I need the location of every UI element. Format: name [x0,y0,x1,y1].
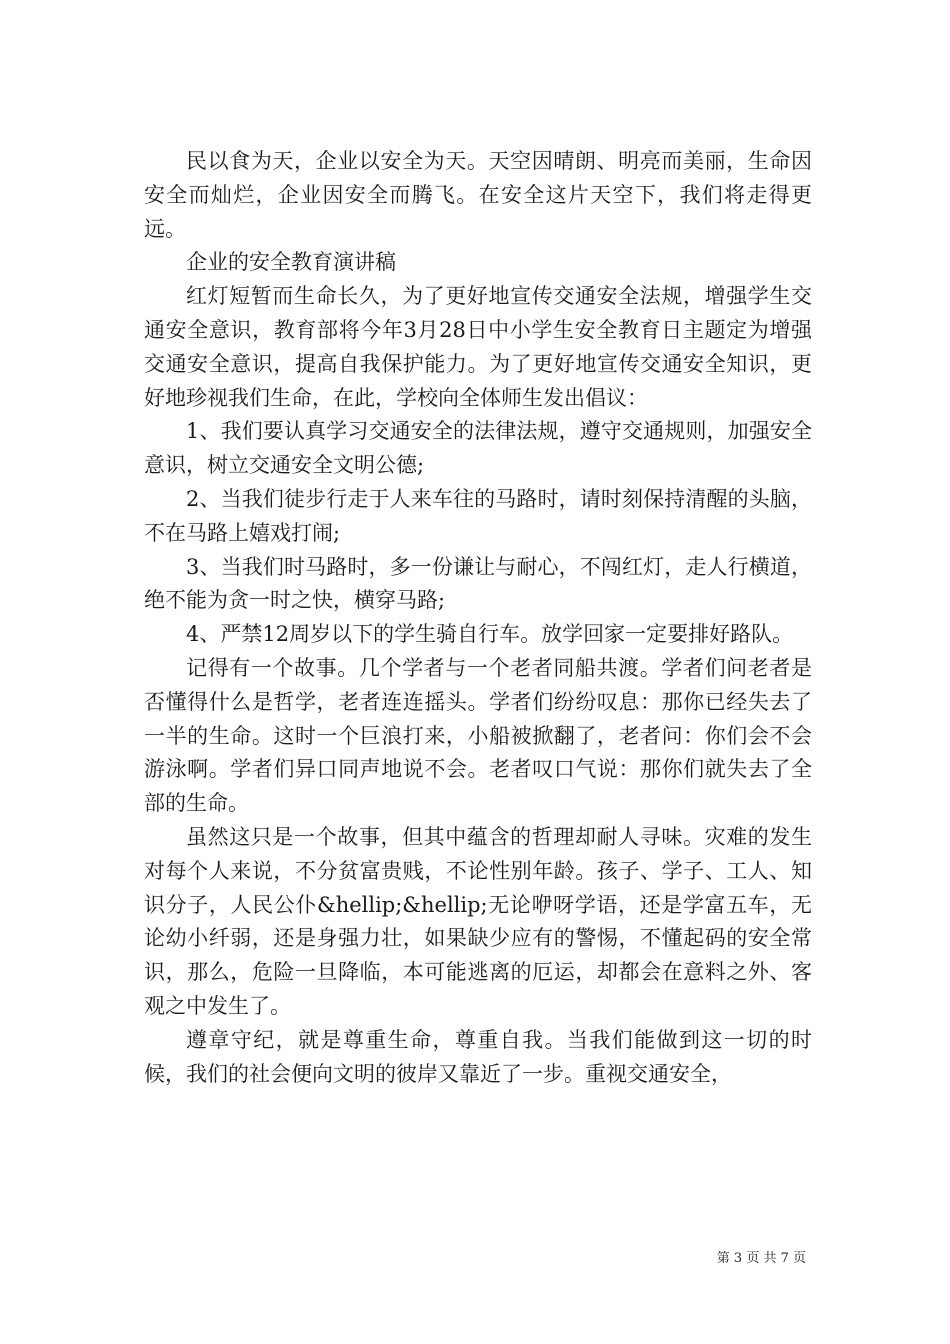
paragraph-conclusion: 遵章守纪，就是尊重生命，尊重自我。当我们能做到这一切的时候，我们的社会便向文明的彼岸又靠近了一步。重视交通安全， [144,1027,812,1086]
paragraph-initiative: 红灯短暂而生命长久，为了更好地宣传交通安全法规，增强学生交通安全意识，教育部将今年3月28日中小学生安全教育日主题定为增强交通安全意识，提高自我保护能力。为了更好地宣传交通安全知识，更好地珍视我们生命，在此，学校向全体师生发出倡议： [144,284,812,410]
list-item-4: 4、严禁12周岁以下的学生骑自行车。放学回家一定要排好路队。 [186,622,794,647]
list-item-3: 3、当我们时马路时，多一份谦让与耐心，不闯红灯，走人行横道，绝不能为贪一时之快，横穿马路; [144,554,812,613]
speech-title: 企业的安全教育演讲稿 [186,250,396,275]
document-body [144,145,812,1091]
paragraph-story: 记得有一个故事。几个学者与一个老者同船共渡。学者们问老者是否懂得什么是哲学，老者连连摇头。学者们纷纷叹息：那你已经失去了一半的生命。这时一个巨浪打来，小船被掀翻了，老者问：你们会不会游泳啊。学者们异口同声地说不会。老者叹口气说：那你们就失去了全部的生命。 [144,655,812,816]
page-number: 第 3 页 共 7 页 [716,1251,806,1266]
list-item-1: 1、我们要认真学习交通安全的法律法规，遵守交通规则，加强安全意识，树立交通安全文明公德; [144,419,812,478]
list-item-2: 2、当我们徒步行走于人来车往的马路时，请时刻保持清醒的头脑，不在马路上嬉戏打闹; [144,486,812,545]
paragraph-intro: 民以食为天，企业以安全为天。天空因晴朗、明亮而美丽，生命因安全而灿烂，企业因安全而腾飞。在安全这片天空下，我们将走得更远。 [144,149,812,241]
paragraph-reflection: 虽然这只是一个故事，但其中蕴含的哲理却耐人寻味。灾难的发生对每个人来说，不分贫富贵贱，不论性别年龄。孩子、学子、工人、知识分子，人民公仆&hellip;&hellip;无论咿呀学语，还是学富五车，无论幼小纤弱，还是身强力壮，如果缺少应有的警惕，不懂起码的安全常识，那么，危险一旦降临，本可能逃离的厄运，却都会在意料之外、客观之中发生了。 [144,824,812,1018]
